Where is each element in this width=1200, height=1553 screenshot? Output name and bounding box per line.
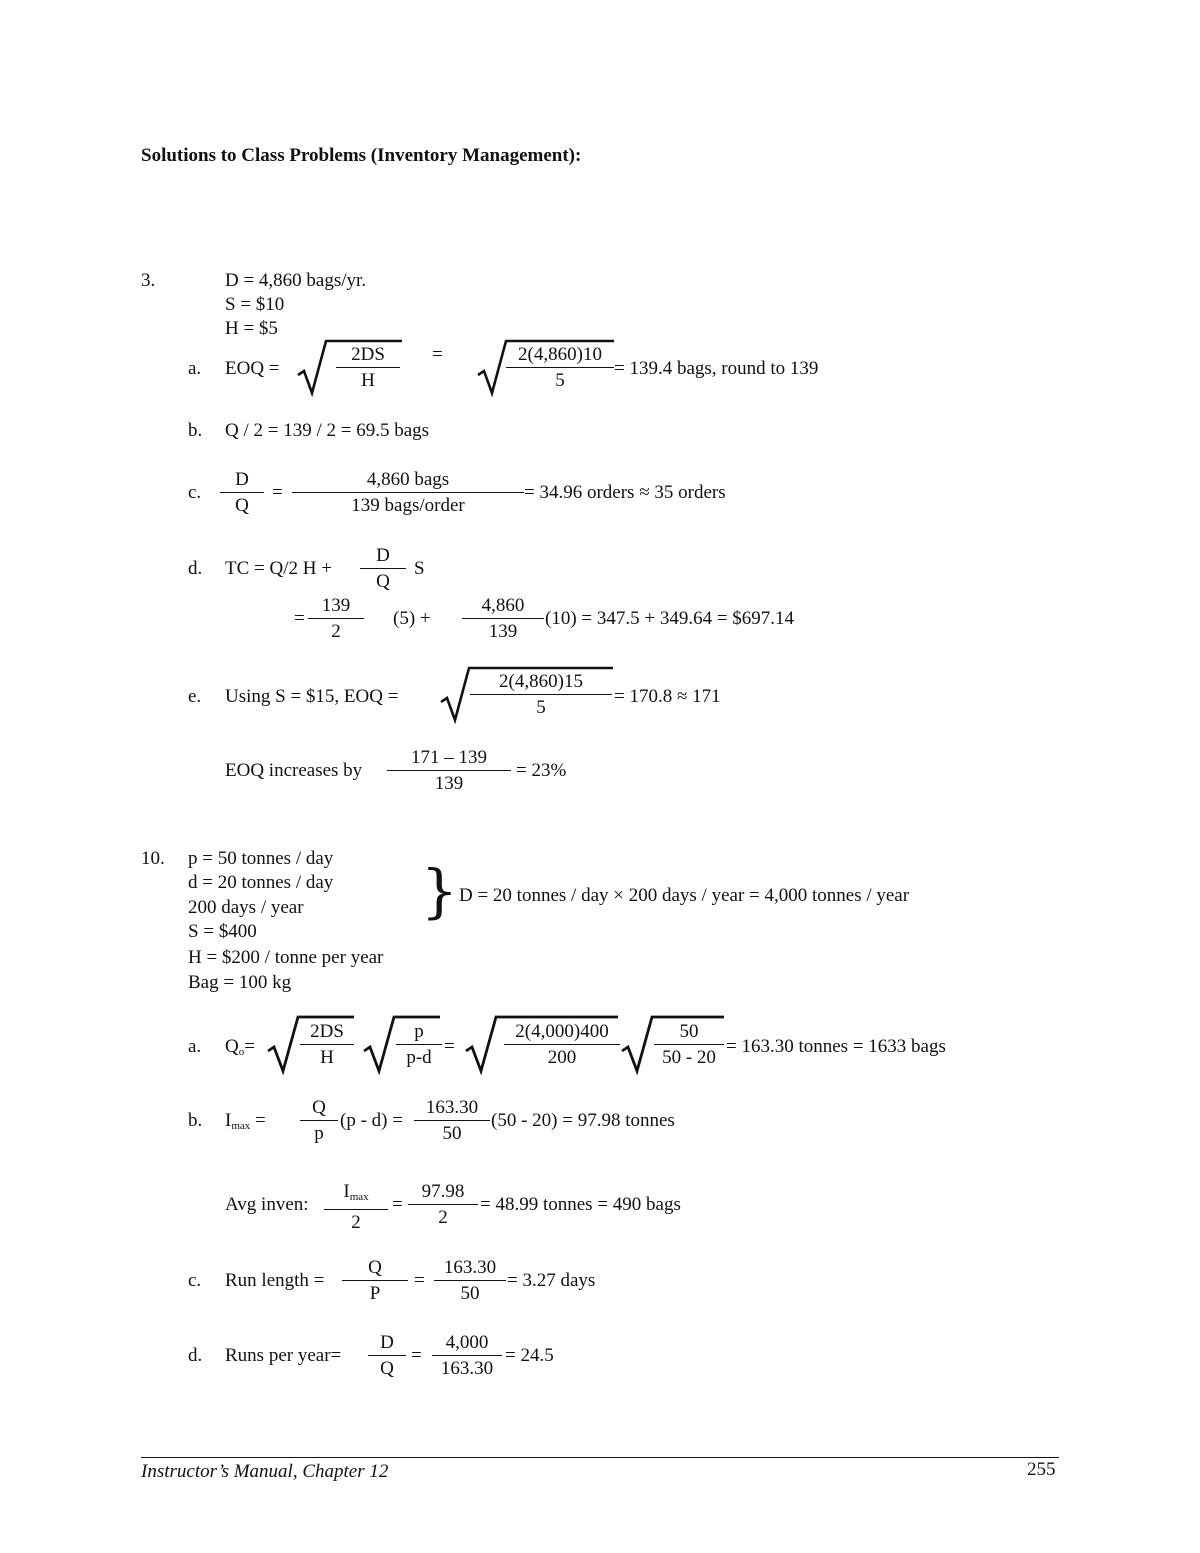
total-cost-lhs: TC = Q/2 H +	[225, 558, 332, 579]
fraction-eoq-values: $\frac{2(4,860)10}{5}$	[506, 344, 614, 392]
fraction-d-over-q: $\frac{D}{Q}$	[368, 1332, 406, 1380]
increase-result: = 23%	[516, 760, 567, 781]
given-production-rate: p = 50 tonnes / day	[188, 848, 334, 869]
fraction-d-over-q: $\frac{D}{Q}$	[360, 545, 406, 593]
optimal-q-result: = 163.30 tonnes = 1633 bags	[726, 1036, 946, 1057]
part-c-label: c.	[188, 482, 202, 503]
fraction-2ds-over-h: $\frac{2DS}{H}$	[300, 1021, 354, 1069]
fraction-p-over-p-minus-d: $\frac{p}{p-d}$	[396, 1021, 442, 1069]
given-holding-cost: H = $5	[225, 318, 278, 339]
annual-demand-calc: D = 20 tonnes / day × 200 days / year = 4,000 tonnes / year	[459, 885, 910, 906]
given-setup-cost: S = $400	[188, 921, 257, 942]
problem-3-number: 3.	[141, 270, 156, 291]
part-b-label: b.	[188, 1110, 203, 1131]
given-demand-rate: d = 20 tonnes / day	[188, 872, 334, 893]
fraction-new-eoq-values: $\frac{2(4,860)15}{5}$	[470, 671, 612, 719]
page-number: 255	[1027, 1459, 1056, 1480]
right-brace-icon: }	[421, 857, 458, 925]
fraction-q-over-p: $\frac{Q}{P}$	[342, 1257, 408, 1305]
eoq-lhs: EOQ =	[225, 358, 280, 379]
run-length-result: = 3.27 days	[507, 1270, 596, 1291]
fraction-imax-over-2: $I_{max}$ 2	[324, 1181, 388, 1234]
max-inventory-lhs: $I_{max}$ =	[225, 1110, 266, 1132]
equals-sign: =	[272, 482, 283, 503]
fraction-163-over-50: $\frac{163.30}{50}$	[434, 1257, 506, 1305]
new-eoq-lhs: Using S = $15, EOQ =	[225, 686, 399, 707]
part-b-label: b.	[188, 420, 203, 441]
equals-sign: =	[444, 1036, 455, 1057]
average-inventory-result: = 48.99 tonnes = 490 bags	[480, 1194, 681, 1215]
fraction-163-over-50: $\frac{163.30}{50}$	[414, 1097, 490, 1145]
runs-per-year-result: = 24.5	[505, 1345, 554, 1366]
part-a-label: a.	[188, 1036, 202, 1057]
eoq-increase-text: EOQ increases by	[225, 760, 363, 781]
fraction-4860-over-139: $\frac{4,860}{139}$	[462, 595, 544, 643]
eoq-result: = 139.4 bags, round to 139	[614, 358, 819, 379]
total-cost-result: (10) = 347.5 + 349.64 = $697.14	[545, 608, 795, 629]
part-d-label: d.	[188, 558, 203, 579]
run-length-lhs: Run length =	[225, 1270, 325, 1291]
new-eoq-result: = 170.8 ≈ 171	[614, 686, 721, 707]
equals-sign: =	[411, 1345, 422, 1366]
part-e-label: e.	[188, 686, 202, 707]
given-demand: D = 4,860 bags/yr.	[225, 270, 367, 291]
fraction-d-over-q: $\frac{D}{Q}$	[220, 469, 264, 517]
part-a-label: a.	[188, 358, 202, 379]
fraction-increase: $\frac{171 - 139}{139}$	[387, 747, 511, 795]
average-inventory-text: Q / 2 = 139 / 2 = 69.5 bags	[225, 420, 430, 441]
given-holding-cost: H = $200 / tonne per year	[188, 947, 384, 968]
fraction-q-over-p: $\frac{Q}{p}$	[300, 1097, 338, 1145]
setup-symbol: S	[414, 558, 425, 579]
fraction-2ds-over-h: $\frac{2DS}{H}$	[336, 344, 400, 392]
optimal-q-lhs: $Q_o=$	[225, 1036, 255, 1058]
equals-sign: =	[294, 608, 305, 629]
runs-per-year-lhs: Runs per year=	[225, 1345, 342, 1366]
given-days-per-year: 200 days / year	[188, 897, 304, 918]
holding-term: (5) +	[393, 608, 431, 629]
fraction-q-values: $\frac{2(4,000)400}{200}$	[504, 1021, 620, 1069]
max-inventory-result: (50 - 20) = 97.98 tonnes	[491, 1110, 675, 1131]
fraction-9798-over-2: $\frac{97.98}{2}$	[408, 1181, 478, 1229]
part-c-label: c.	[188, 1270, 202, 1291]
footer-manual-title: Instructor’s Manual, Chapter 12	[141, 1461, 389, 1482]
equals-sign: =	[414, 1270, 425, 1291]
fraction-rate-ratio: $\frac{50}{50 - 20}$	[654, 1021, 724, 1069]
equals-sign: =	[432, 344, 443, 365]
fraction-139-over-2: $\frac{139}{2}$	[308, 595, 364, 643]
rate-difference-term: (p - d) =	[340, 1110, 403, 1131]
fraction-orders: 4,860 bags 139 bags/order	[292, 469, 524, 517]
given-bag-size: Bag = 100 kg	[188, 972, 292, 993]
orders-result: = 34.96 orders ≈ 35 orders	[524, 482, 726, 503]
page-title: Solutions to Class Problems (Inventory Management):	[141, 145, 582, 166]
average-inventory-text: Avg inven:	[225, 1194, 309, 1215]
footer-divider	[141, 1457, 1059, 1458]
problem-10-number: 10.	[141, 848, 165, 869]
equals-sign: =	[392, 1194, 403, 1215]
given-setup-cost: S = $10	[225, 294, 285, 315]
part-d-label: d.	[188, 1345, 203, 1366]
fraction-4000-over-163: $\frac{4,000}{163.30}$	[432, 1332, 502, 1380]
